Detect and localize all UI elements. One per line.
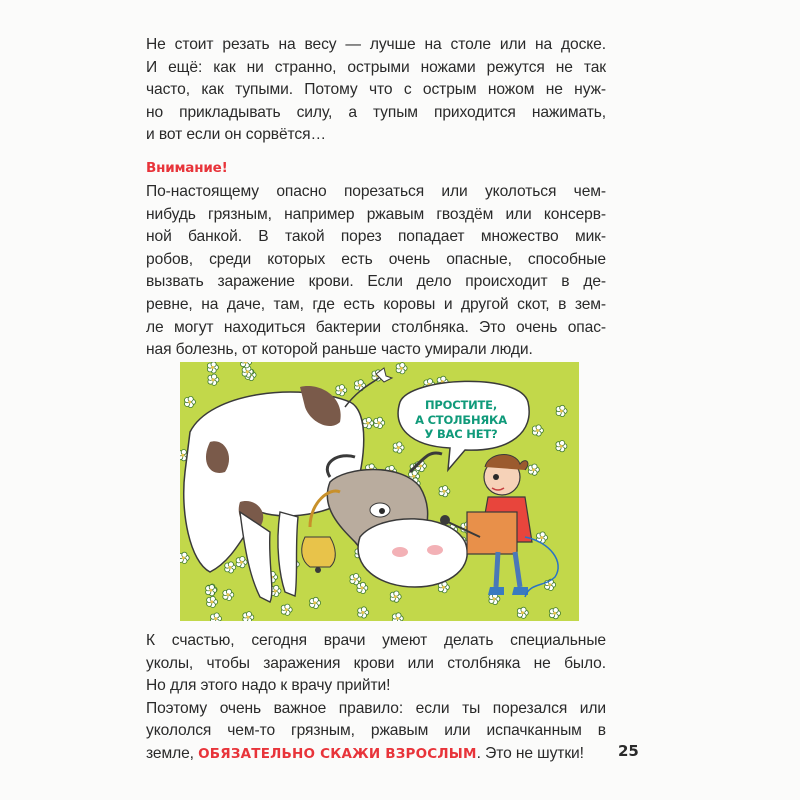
warning-paragraph [146,181,606,362]
text-line: уколы, чтобы заражения крови или столбняка не было. [146,654,606,672]
text-line: По-настоящему опасно порезаться или уколоться чем- [146,183,606,200]
text-line: Не стоит резать на весу — лучше на столе или на доске. [146,36,606,53]
text-line: К счастью, сегодня врачи умеют делать специальные [146,632,606,649]
text-line: ревне, на даче, там, где есть коровы и другой скот, в зем- [146,295,606,313]
text-line: ная болезнь, от которой раньше часто умирали люди. [146,341,533,359]
closing-paragraph [146,630,606,766]
cow-and-girl-illustration [180,362,579,621]
speech-line: А СТОЛБНЯКА [415,412,507,427]
text-line: и вот если он сорвётся… [146,126,326,144]
text-line: робов, среди которых есть очень опасные, способные [146,250,606,268]
text-line: ной банкой. В такой порез попадает множество мик- [146,228,606,246]
final-line-suffix: . Это не шутки! [476,744,584,762]
text-line-final [146,743,606,766]
speech-bubble-text [405,398,517,442]
emphasis-text: ОБЯЗАТЕЛЬНО СКАЖИ ВЗРОСЛЫМ [198,745,477,762]
text-line: часто, как тупыми. Потому что с острым ножом не нуж- [146,81,606,99]
speech-line: У ВАС НЕТ? [424,427,498,441]
text-line: Поэтому очень важное правило: если ты порезался или [146,699,606,717]
illustration-drawing [180,362,579,621]
attention-heading: Внимание! [146,160,228,176]
text-line: вызвать заражение крови. Если дело происходит в де- [146,273,606,291]
text-line: ле могут находиться бактерии столбняка. Это очень опас- [146,318,606,336]
text-line: нибудь грязным, например ржавым гвоздём или консерв- [146,205,606,223]
intro-paragraph [146,34,606,147]
speech-line: ПРОСТИТЕ, [424,398,497,412]
text-line: но прикладывать силу, а тупым приходится нажимать, [146,103,606,121]
text-line: Но для этого надо к врачу прийти! [146,677,391,695]
text-line: укололся чем-то грязным, ржавым или испачканным в [146,722,606,740]
final-line-prefix: земле, [146,744,199,762]
page-number: 25 [618,742,639,760]
text-line: И ещё: как ни странно, острыми ножами режутся не так [146,58,606,76]
